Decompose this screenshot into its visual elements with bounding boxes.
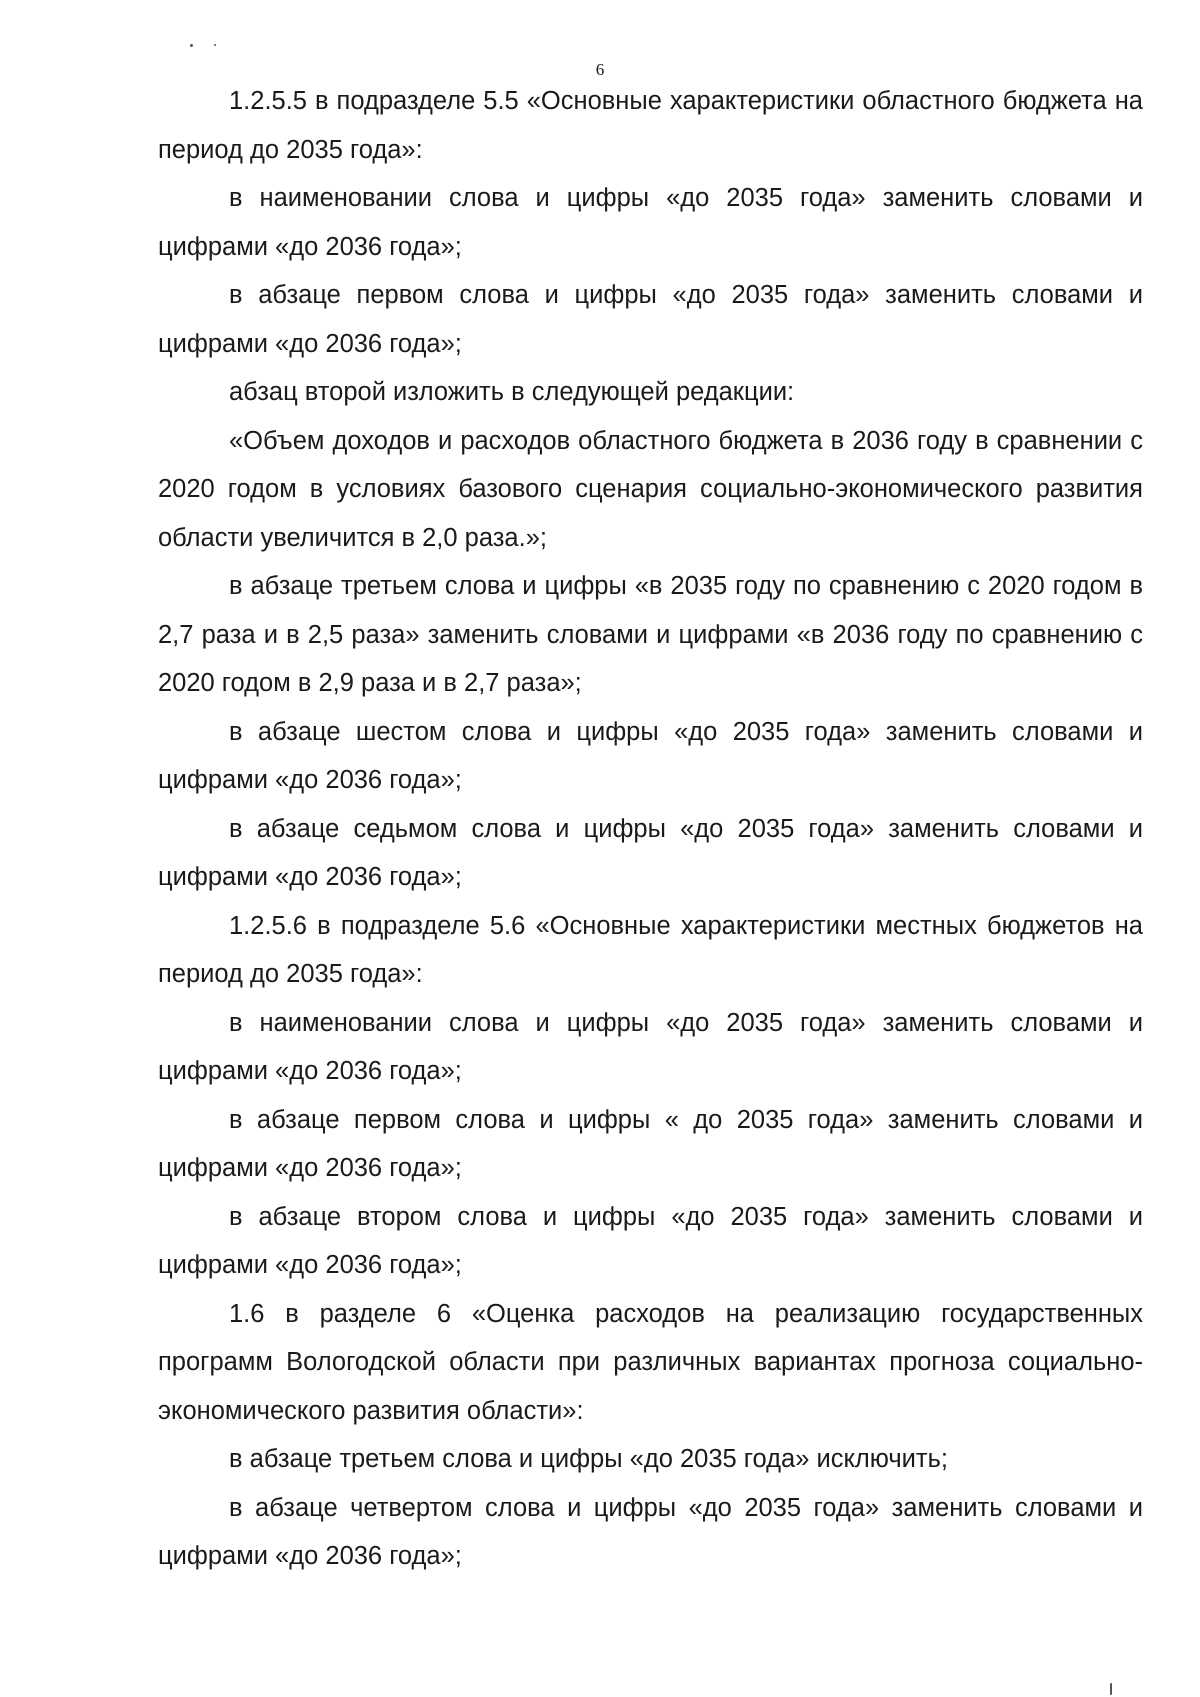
paragraph: 1.6 в разделе 6 «Оценка расходов на реализацию государственных программ Вологодской области при различных вариантах прогноза социально-экономического развития области»:	[158, 1299, 1143, 1425]
paragraph: 1.2.5.5 в подразделе 5.5 «Основные характеристики областного бюджета на период до 2035 года»:	[158, 87, 1143, 164]
paragraph: в абзаце седьмом слова и цифры «до 2035 года» заменить словами и цифрами «до 2036 года»;	[158, 814, 1143, 891]
scan-speck	[190, 44, 193, 47]
paragraph: в наименовании слова и цифры «до 2035 года» заменить словами и цифрами «до 2036 года»;	[158, 1008, 1143, 1085]
paragraph: в абзаце третьем слова и цифры «до 2035 года» исключить;	[229, 1445, 948, 1473]
paragraph: «Объем доходов и расходов областного бюджета в 2036 году в сравнении с 2020 годом в условиях базового сценария социально-экономического развития области увеличится в 2,0 раза.»;	[158, 426, 1143, 552]
page-number: 6	[595, 60, 605, 79]
document-body	[158, 77, 1143, 1581]
paragraph: в абзаце первом слова и цифры «до 2035 года» заменить словами и цифрами «до 2036 года»;	[158, 281, 1143, 358]
paragraph: 1.2.5.6 в подразделе 5.6 «Основные характеристики местных бюджетов на период до 2035 года»:	[158, 911, 1143, 988]
paragraph: в абзаце шестом слова и цифры «до 2035 года» заменить словами и цифрами «до 2036 года»;	[158, 717, 1143, 794]
paragraph: абзац второй изложить в следующей редакции:	[229, 378, 795, 406]
scan-speck	[1110, 1683, 1112, 1695]
paragraph: в абзаце втором слова и цифры «до 2035 года» заменить словами и цифрами «до 2036 года»;	[158, 1202, 1143, 1279]
paragraph: в наименовании слова и цифры «до 2035 года» заменить словами и цифрами «до 2036 года»;	[158, 184, 1143, 261]
scan-speck	[214, 44, 216, 46]
paragraph: в абзаце первом слова и цифры « до 2035 года» заменить словами и цифрами «до 2036 года»;	[158, 1105, 1143, 1182]
paragraph: в абзаце третьем слова и цифры «в 2035 году по сравнению с 2020 годом в 2,7 раза и в 2,5 раза» заменить словами и цифрами «в 2036 году по сравнению с 2020 годом в 2,9 раза и в 2,7 раза»;	[158, 572, 1143, 697]
paragraph: в абзаце четвертом слова и цифры «до 2035 года» заменить словами и цифрами «до 2036 года»;	[158, 1493, 1143, 1570]
